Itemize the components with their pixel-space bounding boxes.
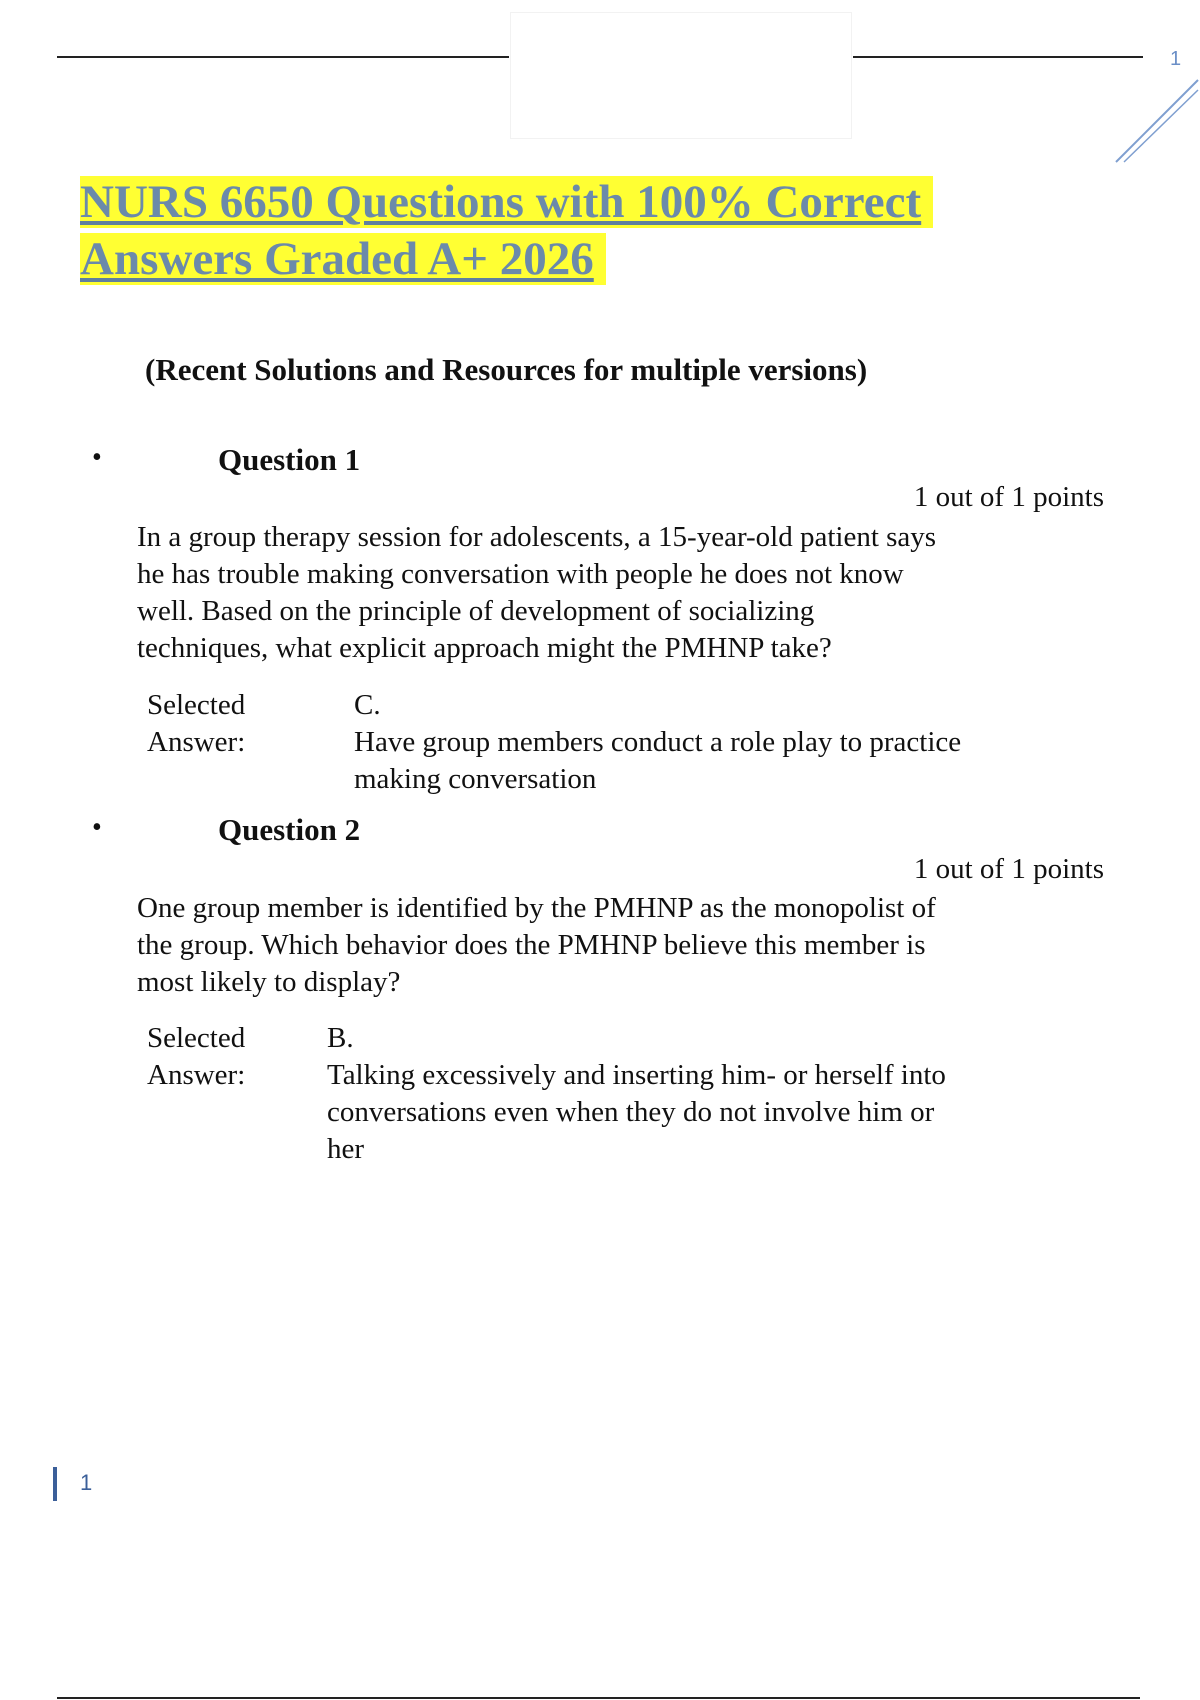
header-placeholder-box: [510, 12, 852, 139]
document-subtitle: (Recent Solutions and Resources for multiple versions): [145, 352, 868, 387]
answer-letter: C.: [354, 689, 381, 721]
question-text-line: he has trouble making conversation with people he does not know: [137, 558, 904, 590]
selected-answer: [354, 687, 1074, 798]
question-heading: Question 1: [218, 442, 361, 477]
answer-text-line: Have group members conduct a role play to practice: [354, 726, 962, 758]
answer-text-line: her: [327, 1133, 365, 1165]
question-text: [137, 890, 1037, 1001]
question-text: [137, 519, 1037, 667]
question-points: 1 out of 1 points: [913, 481, 1104, 513]
question-text-line: In a group therapy session for adolescents, a 15-year-old patient says: [137, 521, 937, 553]
header-rule-right: [853, 56, 1143, 58]
answer-label-line: Answer:: [147, 1059, 246, 1091]
selected-answer-label: [147, 1020, 307, 1094]
question-text-line: techniques, what explicit approach might the PMHNP take?: [137, 632, 832, 664]
footer-page-marker: [53, 1467, 57, 1501]
footer-rule: [57, 1697, 1140, 1699]
question-bullet: •: [92, 442, 102, 473]
question-text-line: One group member is identified by the PMHNP as the monopolist of: [137, 892, 936, 924]
answer-text-line: Talking excessively and inserting him- or herself into: [327, 1059, 946, 1091]
question-points: 1 out of 1 points: [913, 853, 1104, 885]
selected-answer-label: [147, 687, 307, 761]
selected-answer: [327, 1020, 1047, 1168]
document-title-line-1: NURS 6650 Questions with 100% Correct: [80, 176, 933, 228]
answer-text-line: conversations even when they do not involve him or: [327, 1096, 935, 1128]
selected-label-line: Selected: [147, 689, 246, 721]
answer-label-line: Answer:: [147, 726, 246, 758]
document-title: [80, 174, 980, 288]
header-page-number: 1: [1170, 48, 1182, 70]
question-text-line: most likely to display?: [137, 966, 401, 998]
question-text-line: well. Based on the principle of development of socializing: [137, 595, 815, 627]
answer-letter: B.: [327, 1022, 354, 1054]
selected-label-line: Selected: [147, 1022, 246, 1054]
question-heading: Question 2: [218, 812, 361, 847]
document-title-line-2: Answers Graded A+ 2026: [80, 233, 606, 285]
question-text-line: the group. Which behavior does the PMHNP believe this member is: [137, 929, 926, 961]
question-bullet: •: [92, 812, 102, 843]
answer-text-line: making conversation: [354, 763, 597, 795]
corner-decoration-lines: [1110, 78, 1200, 168]
footer-page-number: 1: [80, 1470, 93, 1495]
header-rule-left: [57, 56, 509, 58]
